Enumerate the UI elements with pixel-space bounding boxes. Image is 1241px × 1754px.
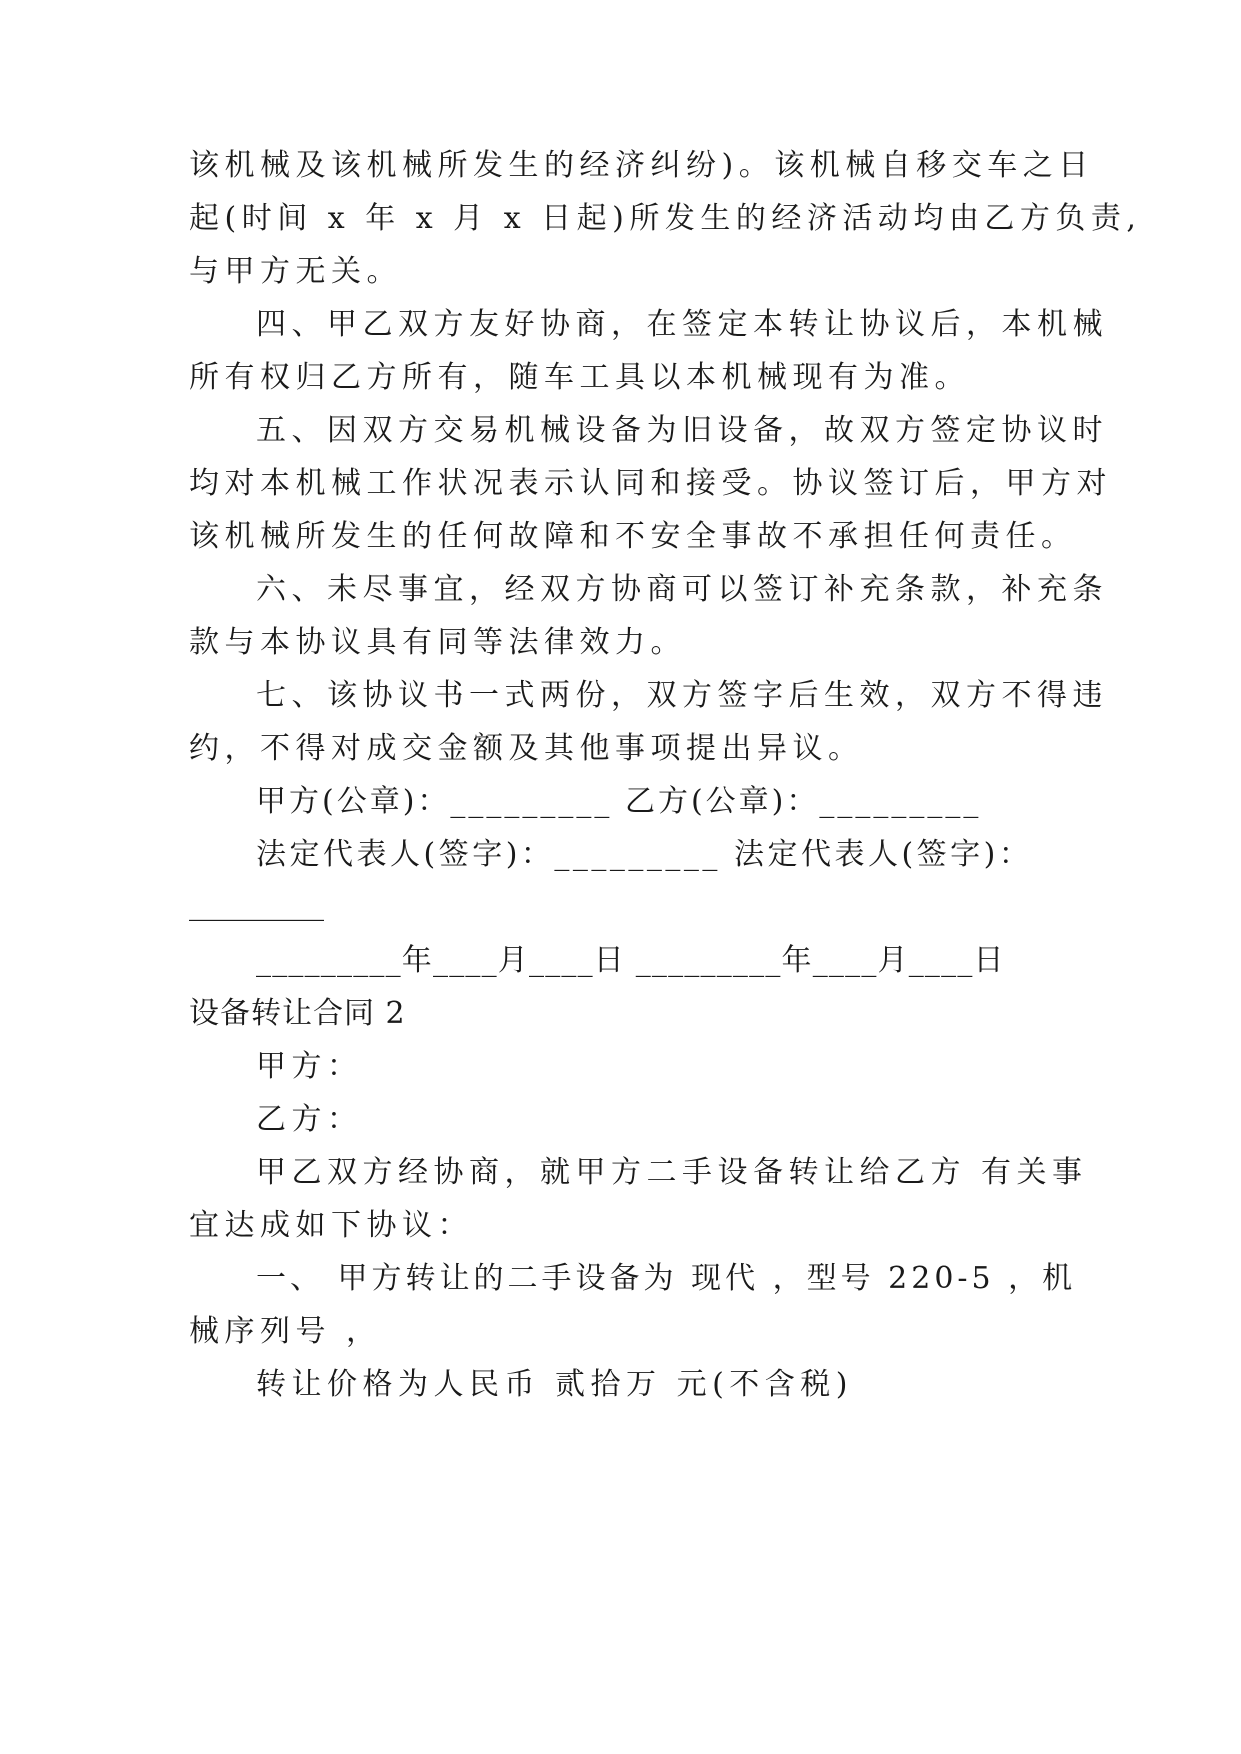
text-line: 起(时间 x 年 x 月 x 日起)所发生的经济活动均由乙方负责, [189,201,1142,236]
text-line: 所有权归乙方所有，随车工具以本机械现有为准。 [189,360,970,395]
text-line: 均对本机械工作状况表示认同和接受。协议签订后，甲方对 [189,466,1112,501]
agreement-intro: 甲乙双方经协商，就甲方二手设备转让给乙方 有关事 [256,1155,1088,1190]
text-line: 械序列号 ， [189,1314,382,1349]
clause-one: 一、 甲方转让的二手设备为 现代 ，型号 220-5 ，机 [256,1261,1077,1296]
contract-title: 设备转让合同 2 [189,996,406,1031]
text-line: 款与本协议具有同等法律效力。 [189,625,686,660]
signature-blank: _________ [189,887,324,922]
transfer-price: 转让价格为人民币 贰拾万 元(不含税) [256,1367,853,1402]
party-a-label: 甲方： [256,1049,363,1084]
text-line: 该机械所发生的任何故障和不安全事故不承担任何责任。 [189,519,1077,554]
clause-seven: 七、该协议书一式两份，双方签字后生效，双方不得违 [256,678,1108,713]
signature-line: 法定代表人(签字)：_________ 法定代表人(签字)： [256,837,1033,872]
date-line: _________年____月____日 _________年____月____日 [256,943,1005,978]
text-line: 宜达成如下协议： [189,1208,473,1243]
text-line: 该机械及该机械所发生的经济纠纷)。该机械自移交车之日 [189,148,1094,183]
text-line: 约，不得对成交金额及其他事项提出异议。 [189,731,864,766]
clause-four: 四、甲乙双方友好协商，在签定本转让协议后，本机械 [256,307,1108,342]
party-b-label: 乙方： [256,1102,363,1137]
clause-six: 六、未尽事宜，经双方协商可以签订补充条款，补充条 [256,572,1108,607]
text-line: 与甲方无关。 [189,254,402,289]
clause-five: 五、因双方交易机械设备为旧设备，故双方签定协议时 [256,413,1108,448]
seal-line: 甲方(公章)：_________ 乙方(公章)：_________ [256,784,982,819]
